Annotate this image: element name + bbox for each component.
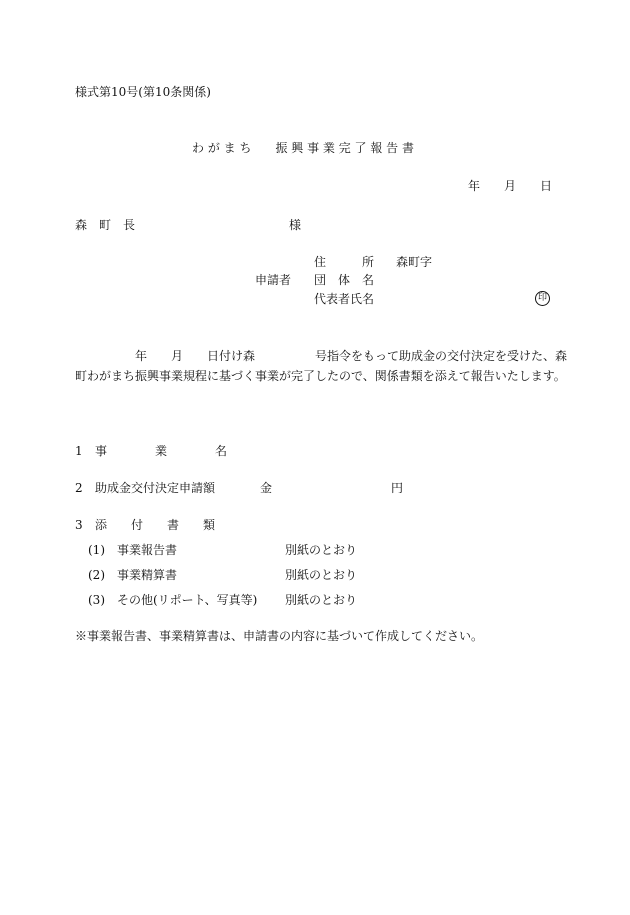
group-name-label: 団 体 名 <box>314 273 375 287</box>
item-1-label: 事 業 名 <box>95 444 228 458</box>
seal-mark: 印 <box>535 291 550 306</box>
item-2-label: 助成金交付決定申請額 <box>95 481 216 495</box>
attachment-number: (2) <box>88 568 105 582</box>
document-title: わ が ま ち 振 興 事 業 完 了 報 告 書 <box>192 141 414 155</box>
addressee-name: 森 町 長 <box>75 218 136 232</box>
item-1-number: 1 <box>75 444 83 458</box>
body-text-line-2: 町わがまち振興事業規程に基づく事業が完了したので、関係書類を添えて報告いたします。 <box>75 369 566 383</box>
attachment-note: 別紙のとおり <box>285 543 358 557</box>
item-2-currency-suffix: 円 <box>391 481 404 495</box>
attachment-name: 事業精算書 <box>117 568 178 582</box>
address-value: 森町字 <box>396 255 433 269</box>
form-number: 様式第10号(第10条関係) <box>75 85 211 99</box>
footnote: ※事業報告書、事業精算書は、申請書の内容に基づいて作成してください。 <box>75 629 484 643</box>
representative-label: 代表者氏名 <box>314 292 375 306</box>
applicant-label: 申請者 <box>255 273 292 287</box>
item-2-currency-prefix: 金 <box>260 481 273 495</box>
address-label: 住 所 <box>314 255 375 269</box>
attachment-name: その他(リポート、写真等) <box>117 593 258 607</box>
addressee-honorific: 様 <box>289 218 302 232</box>
body-text-line-1: 年 月 日付け森 号指令をもって助成金の交付決定を受けた、森 <box>75 349 568 363</box>
item-2-number: 2 <box>75 481 83 495</box>
attachment-number: (1) <box>88 543 105 557</box>
attachment-name: 事業報告書 <box>117 543 178 557</box>
item-3-label: 添 付 書 類 <box>95 518 216 532</box>
attachment-number: (3) <box>88 593 105 607</box>
attachment-note: 別紙のとおり <box>285 593 358 607</box>
item-3-number: 3 <box>75 518 83 532</box>
date-line: 年 月 日 <box>468 179 553 193</box>
attachment-note: 別紙のとおり <box>285 568 358 582</box>
